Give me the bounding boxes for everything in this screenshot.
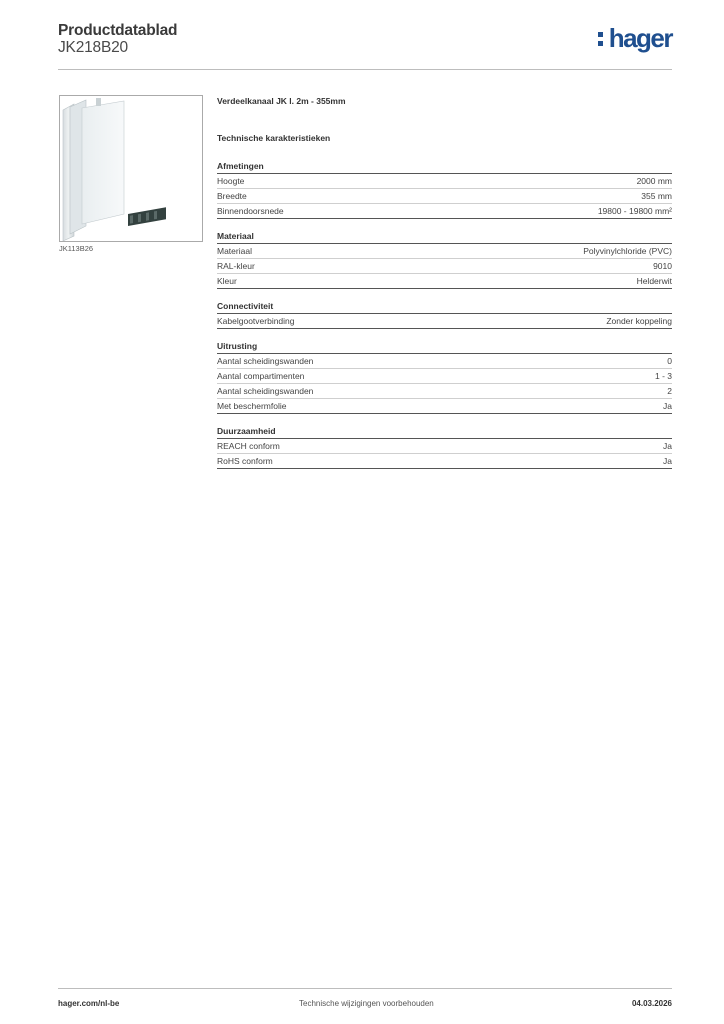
spec-value: Zonder koppeling	[606, 316, 672, 326]
page-title: Productdatablad	[58, 22, 178, 39]
spec-label: Materiaal	[217, 246, 252, 256]
spec-value: 19800 - 19800 mm²	[597, 206, 672, 216]
spec-group	[217, 160, 672, 219]
spec-row	[217, 274, 672, 289]
spec-value: 2	[667, 386, 672, 396]
hager-logo	[598, 25, 672, 55]
spec-label: RoHS conform	[217, 456, 273, 466]
spec-value: 1 - 3	[654, 371, 672, 381]
spec-group-title: Afmetingen	[217, 160, 672, 174]
image-caption: JK113B26	[59, 244, 94, 253]
spec-group	[217, 425, 672, 469]
spec-row	[217, 354, 672, 369]
spec-value: 2000 mm	[636, 176, 672, 186]
spec-label: REACH conform	[217, 441, 280, 451]
spec-row	[217, 369, 672, 384]
spec-group-title: Connectiviteit	[217, 300, 672, 314]
spec-label: Aantal scheidingswanden	[217, 356, 314, 366]
spec-label: Binnendoorsnede	[217, 206, 284, 216]
spec-label: Breedte	[217, 191, 247, 201]
spec-value: Polyvinylchloride (PVC)	[583, 246, 672, 256]
spec-label: Hoogte	[217, 176, 245, 186]
spec-label: Kabelgootverbinding	[217, 316, 295, 326]
footer-notice: Technische wijzigingen voorbehouden	[299, 999, 434, 1008]
spec-groups	[217, 160, 672, 469]
connector-clips	[128, 207, 166, 226]
spec-row	[217, 189, 672, 204]
spec-row	[217, 439, 672, 454]
spec-row	[217, 259, 672, 274]
spec-row	[217, 454, 672, 469]
spec-label: RAL-kleur	[217, 261, 255, 271]
spec-label: Kleur	[217, 276, 237, 286]
spec-group-title: Duurzaamheid	[217, 425, 672, 439]
footer-website: hager.com/nl-be	[58, 999, 120, 1008]
spec-label: Met beschermfolie	[217, 401, 287, 411]
spec-label: Aantal compartimenten	[217, 371, 305, 381]
spec-group	[217, 230, 672, 289]
spec-value: Helderwit	[636, 276, 672, 286]
spec-row	[217, 174, 672, 189]
spec-value: 9010	[653, 261, 672, 271]
product-name: Verdeelkanaal JK l. 2m - 355mm	[217, 96, 346, 106]
spec-row	[217, 399, 672, 414]
footer-date: 04.03.2026	[631, 999, 672, 1008]
spec-value: Ja	[663, 456, 672, 466]
spec-value: Ja	[663, 441, 672, 451]
spec-group	[217, 340, 672, 414]
cable-duct-illustration	[60, 96, 202, 241]
section-heading: Technische karakteristieken	[217, 133, 331, 143]
page-header	[58, 20, 672, 70]
spec-row	[217, 204, 672, 219]
spec-value: 355 mm	[641, 191, 672, 201]
spec-value: Ja	[663, 401, 672, 411]
spec-content	[217, 96, 672, 480]
product-image	[59, 95, 203, 242]
spec-label: Aantal scheidingswanden	[217, 386, 314, 396]
logo-colon-icon	[598, 25, 608, 49]
spec-group	[217, 300, 672, 329]
logo-text: hager	[608, 23, 672, 53]
spec-row	[217, 314, 672, 329]
product-code: JK218B20	[58, 39, 128, 56]
spec-row	[217, 244, 672, 259]
spec-value: 0	[667, 356, 672, 366]
spec-group-title: Materiaal	[217, 230, 672, 244]
spec-row	[217, 384, 672, 399]
spec-group-title: Uitrusting	[217, 340, 672, 354]
page-footer	[58, 988, 672, 1013]
